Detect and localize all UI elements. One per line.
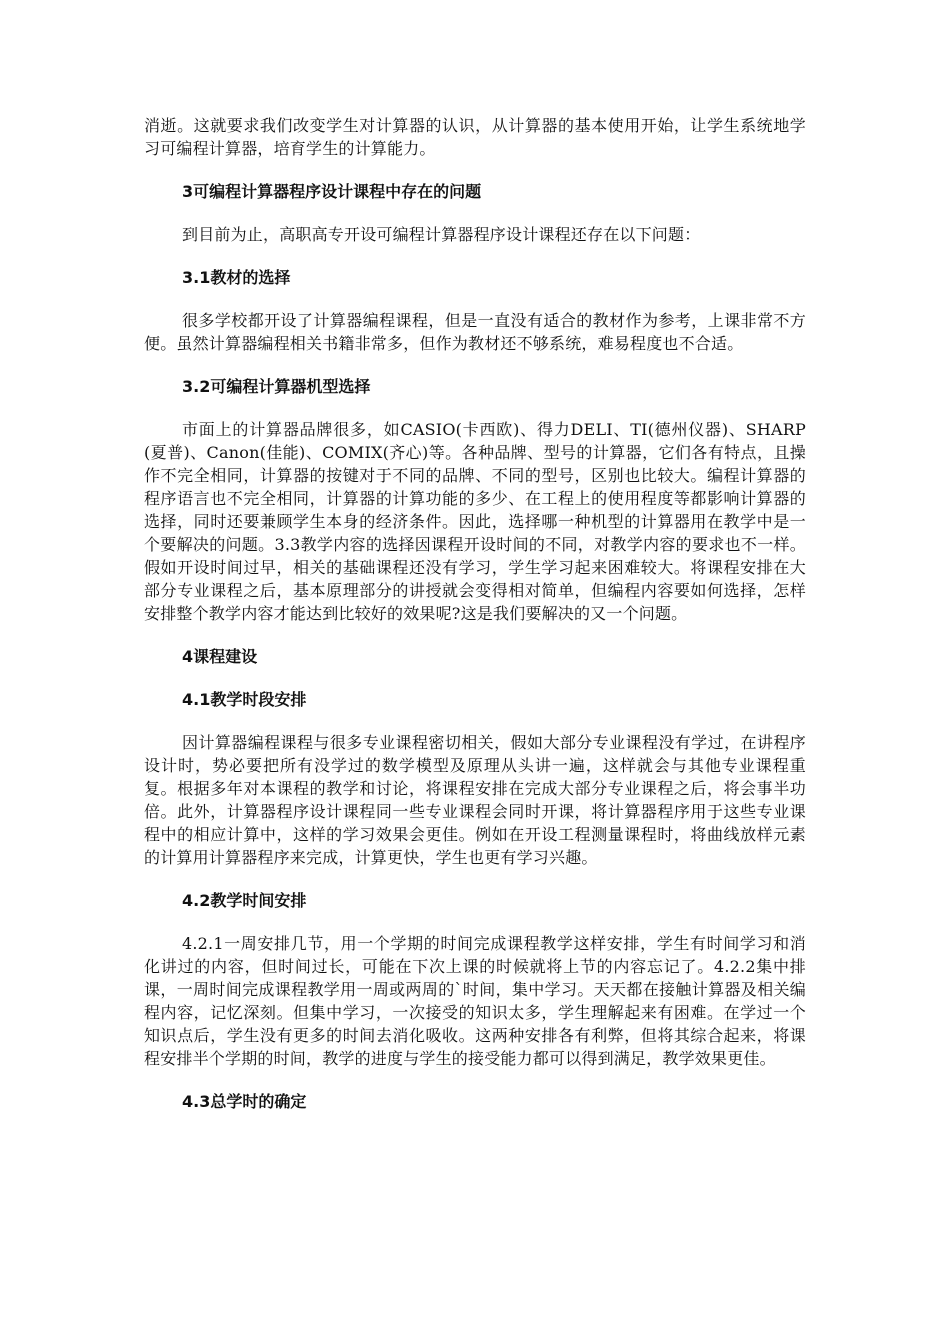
section-4-2-heading: 4.2教学时间安排 [182,891,307,910]
section-4-3-heading: 4.3总学时的确定 [182,1092,307,1111]
section-3-heading: 3可编程计算器程序设计课程中存在的问题 [182,182,482,201]
section-4-heading: 4课程建设 [182,647,258,666]
section-3-2-heading: 3.2可编程计算器机型选择 [182,377,371,396]
section-3-1-paragraph: 很多学校都开设了计算器编程课程，但是一直没有适合的教材作为参考，上课非常不方便。虽然计算器编程相关书籍非常多，但作为教材还不够系统，难易程度也不合适。 [144,311,806,353]
intro-paragraph: 消逝。这就要求我们改变学生对计算器的认识，从计算器的基本使用开始，让学生系统地学习可编程计算器，培育学生的计算能力。 [144,116,806,158]
section-3-2-paragraph: 市面上的计算器品牌很多，如CASIO(卡西欧)、得力DELI、TI(德州仪器)、SHARP(夏普)、Canon(佳能)、COMIX(齐心)等。各种品牌、型号的计算器，它们各有特点，且操作不完全相同，计算器的按键对于不同的品牌、不同的型号，区别也比较大。编程计算器的程序语言也不完全相同，计算器的计算功能的多少、在工程上的使用程度等都影响计算器的选择，同时还要兼顾学生本身的经济条件。因此，选择哪一种机型的计算器用在教学中是一个要解决的问题。3.3教学内容的选择因课程开设时间的不同，对教学内容的要求也不一样。假如开设时间过早，相关的基础课程还没有学习，学生学习起来困难较大。将课程安排在大部分专业课程之后，基本原理部分的讲授就会变得相对简单，但编程内容要如何选择，怎样安排整个教学内容才能达到比较好的效果呢?这是我们要解决的又一个问题。 [144,420,806,623]
section-4-1-paragraph: 因计算器编程课程与很多专业课程密切相关，假如大部分专业课程没有学过，在讲程序设计时，势必要把所有没学过的数学模型及原理从头讲一遍，这样就会与其他专业课程重复。根据多年对本课程的教学和讨论，将课程安排在完成大部分专业课程之后，将会事半功倍。此外，计算器程序设计课程同一些专业课程会同时开课，将计算器程序用于这些专业课程中的相应计算中，这样的学习效果会更佳。例如在开设工程测量课程时，将曲线放样元素的计算用计算器程序来完成，计算更快，学生也更有学习兴趣。 [144,733,806,867]
section-3-1-heading: 3.1教材的选择 [182,268,291,287]
section-4-1-heading: 4.1教学时段安排 [182,690,307,709]
section-3-paragraph: 到目前为止，高职高专开设可编程计算器程序设计课程还存在以下问题： [182,225,701,244]
section-4-2-paragraph: 4.2.1一周安排几节，用一个学期的时间完成课程教学这样安排，学生有时间学习和消化讲过的内容，但时间过长，可能在下次上课的时候就将上节的内容忘记了。4.2.2集中排课，一周时间完成课程教学用一周或两周的`时间，集中学习。天天都在接触计算器及相关编程内容，记忆深刻。但集中学习，一次接受的知识太多，学生理解起来有困难。在学过一个知识点后，学生没有更多的时间去消化吸收。这两种安排各有利弊，但将其综合起来，将课程安排半个学期的时间，教学的进度与学生的接受能力都可以得到满足，教学效果更佳。 [144,934,806,1068]
document-body [144,114,806,1113]
